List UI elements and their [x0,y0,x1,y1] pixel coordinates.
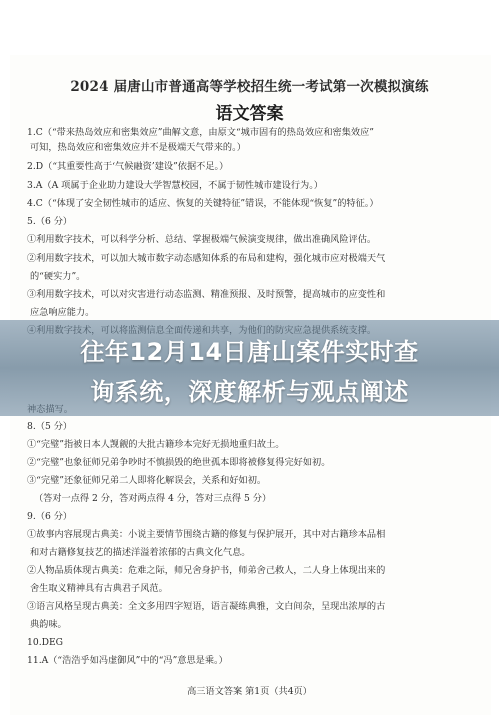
answer-line: ③“完璧”还象征师兄弟二人即将化解误会，关系和好如初。 [27,475,267,486]
answer-line: ③利用数字技术，可以对灾害进行动态监测、精准预报、及时预警，提高城市的应变性和 [27,289,386,300]
answer-line: 舍生取义精神具有古典君子风范。 [30,583,168,594]
answer-line: 5.（6 分） [27,216,73,227]
headline-banner [0,320,499,416]
answer-line: 11.A（“浩浩乎如冯虚御风”中的“冯”意思是乘。） [27,655,228,666]
answer-line: 1.C（“带来热岛效应和密集效应”曲解文意，由原文“城市固有的热岛效应和密集效应” [27,127,374,138]
answer-line: （答对一点得 2 分，答对两点得 4 分，答对三点得 5 分） [34,493,272,504]
answer-line: 可知，热岛效应和密集效应并不是极端天气带来的。） [30,142,246,153]
answer-line: ①故事内容展现古典美：小说主要情节围绕古籍的修复与保护展开，其中对古籍珍本品相 [27,529,386,540]
answer-line: ①利用数字技术，可以科学分析、总结、掌握极端气候演变规律，做出准确风险评估。 [27,234,377,245]
answer-line: ②利用数字技术，可以加大城市数字动态感知体系的布局和建构，强化城市应对极端天气 [27,253,386,264]
document-title: 2024 届唐山市普通高等学校招生统一考试第一次模拟演练 [70,79,429,95]
answer-line: 2.D（“其重要性高于‘气候融资’建设”依据不足。） [27,161,229,172]
answer-line: 3.A（A 项属于企业助力建设大学智慧校园，不属于韧性城市建设行为。） [27,180,323,191]
answer-line: 4.C（“体现了安全韧性城市的适应、恢复的关键特征”错误，不能体现“恢复”的特征。） [27,198,379,209]
answer-line: ②人物品质体现古典美：危难之际，师兄舍身护书，师弟舍己救人，二人身上体现出来的 [27,565,386,576]
answer-line: 的“硬实力”。 [30,271,86,282]
document-subtitle: 语文答案 [215,104,284,124]
answer-line: 应急响应能力。 [30,307,95,318]
answer-line: 和对古籍修复技艺的描述洋溢着浓郁的古典文化气息。 [30,547,251,558]
answer-line: ②“完璧”也象征师兄弟争吵时不慎损毁的绝世孤本即将被修复得完好如初。 [27,457,331,468]
answer-line: ①“完璧”指被日本人觊觎的大批古籍珍本完好无损地重归故土。 [27,439,285,450]
answer-line: ③语言风格呈现古典美：全文多用四字短语，语言凝练典雅，文白间杂，呈现出浓厚的古 [27,601,386,612]
answer-line: 10.DEG [27,637,64,648]
answer-line: 8.（5 分） [27,421,73,432]
headline-line-2: 询系统，深度解析与观点阐述 [90,378,409,406]
headline-line-1: 往年12月14日唐山案件实时查 [80,338,419,366]
page-footer: 高三语文答案 第1页（共4页） [187,686,312,697]
answer-line: 9.（6 分） [27,511,73,522]
answer-line: 典韵味。 [30,619,67,630]
